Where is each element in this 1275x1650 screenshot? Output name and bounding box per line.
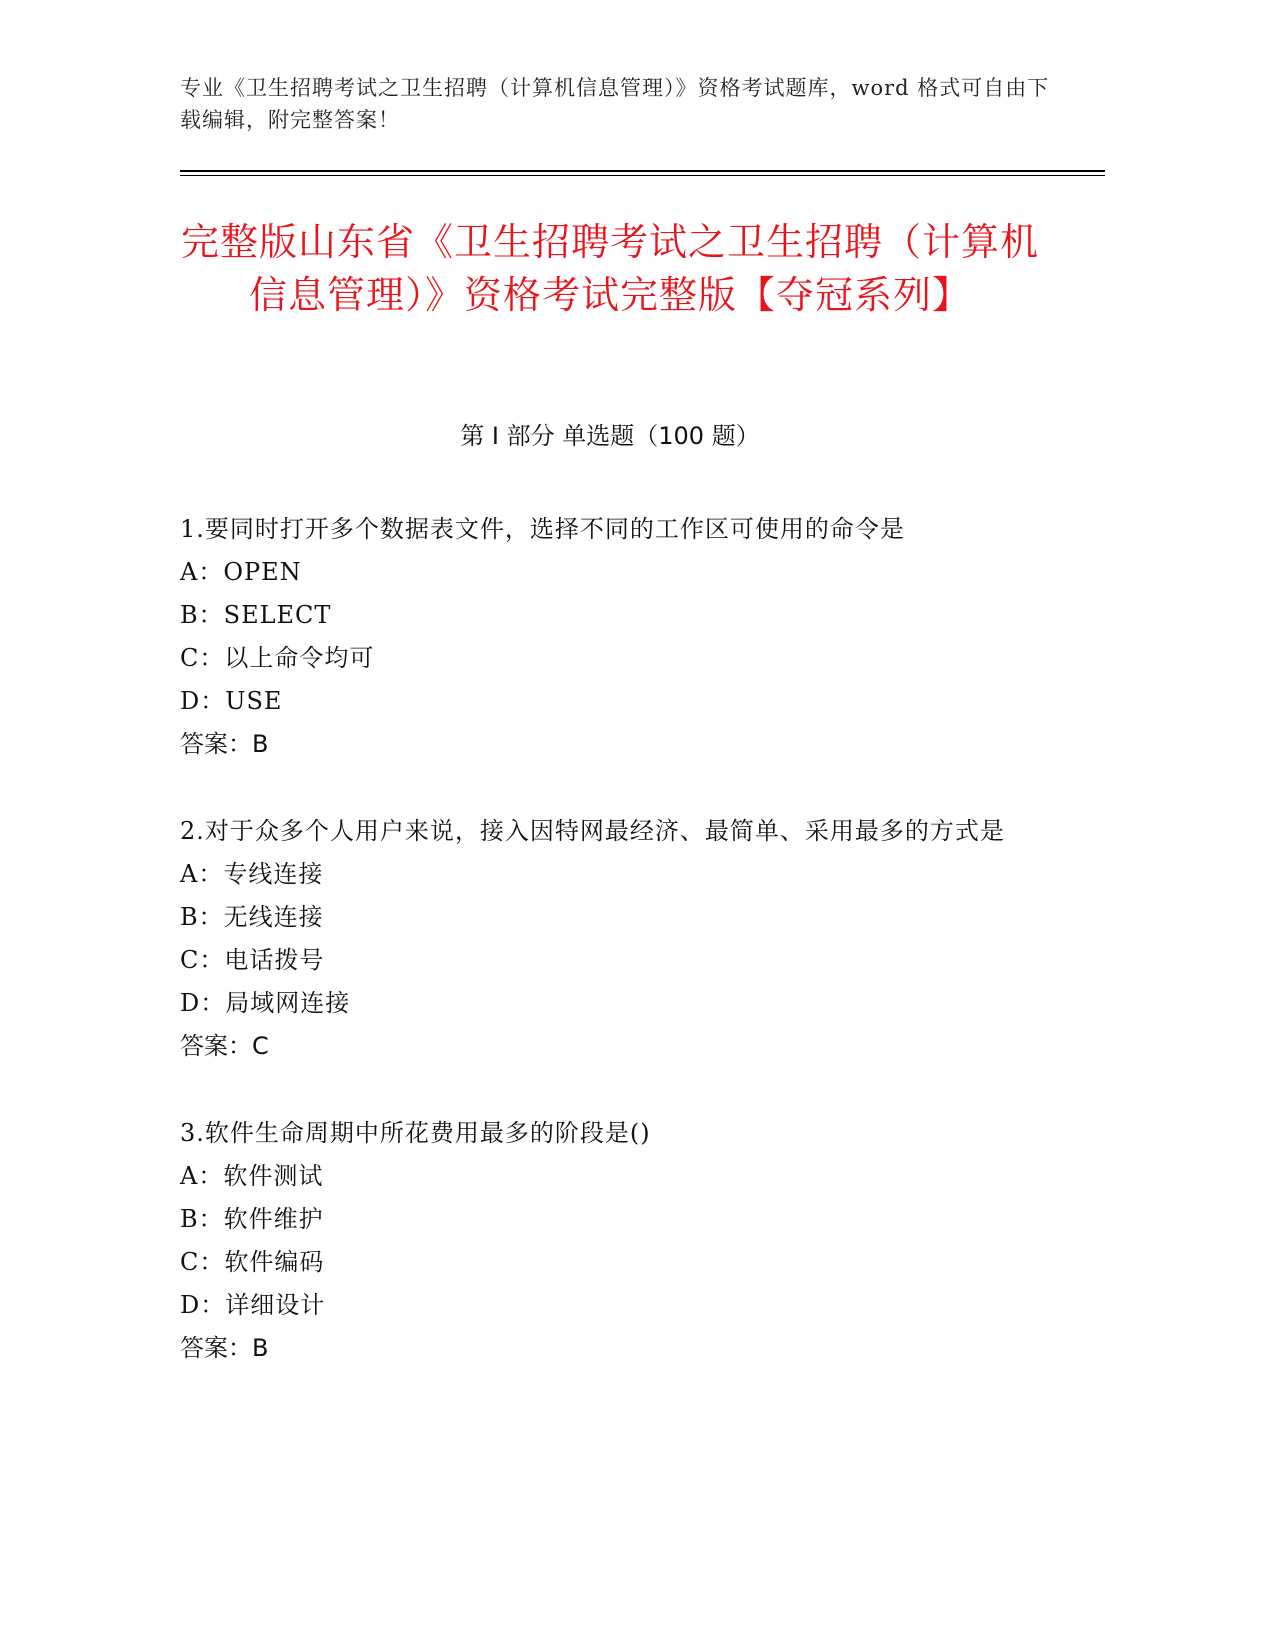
option-c: C：以上命令均可 [180, 644, 375, 672]
section-heading: 第 I 部分 单选题（100 题） [460, 422, 760, 450]
question-stem: 2.对于众多个人用户来说，接入因特网最经济、最简单、采用最多的方式是 [180, 817, 1005, 845]
option-a: A：专线连接 [180, 860, 324, 888]
option-c: C：电话拨号 [180, 946, 325, 974]
question-stem: 1.要同时打开多个数据表文件，选择不同的工作区可使用的命令是 [180, 515, 905, 543]
option-c: C：软件编码 [180, 1248, 325, 1276]
option-b: B：无线连接 [180, 903, 324, 931]
answer: 答案：B [180, 730, 269, 758]
header-divider-thick [180, 170, 1105, 172]
question-list [180, 507, 1040, 1413]
question-2 [180, 809, 1040, 1068]
question-stem: 3.软件生命周期中所花费用最多的阶段是() [180, 1119, 651, 1147]
option-b: B：软件维护 [180, 1205, 324, 1233]
document-title: 完整版山东省《卫生招聘考试之卫生招聘（计算机信息管理）》资格考试完整版【夺冠系列】 [180, 220, 1039, 317]
option-d: D：局域网连接 [180, 989, 351, 1017]
header-note: 专业《卫生招聘考试之卫生招聘（计算机信息管理）》资格考试题库，word 格式可自由下载编辑，附完整答案！ [180, 76, 1050, 132]
option-d: D：详细设计 [180, 1291, 326, 1319]
question-3 [180, 1111, 1040, 1370]
header-divider-thin [180, 175, 1105, 176]
answer: 答案：B [180, 1334, 269, 1362]
option-b: B：SELECT [180, 601, 332, 629]
option-a: A：软件测试 [180, 1162, 324, 1190]
option-a: A：OPEN [180, 558, 302, 586]
option-d: D：USE [180, 687, 283, 715]
answer: 答案：C [180, 1032, 269, 1060]
question-1 [180, 507, 1040, 766]
